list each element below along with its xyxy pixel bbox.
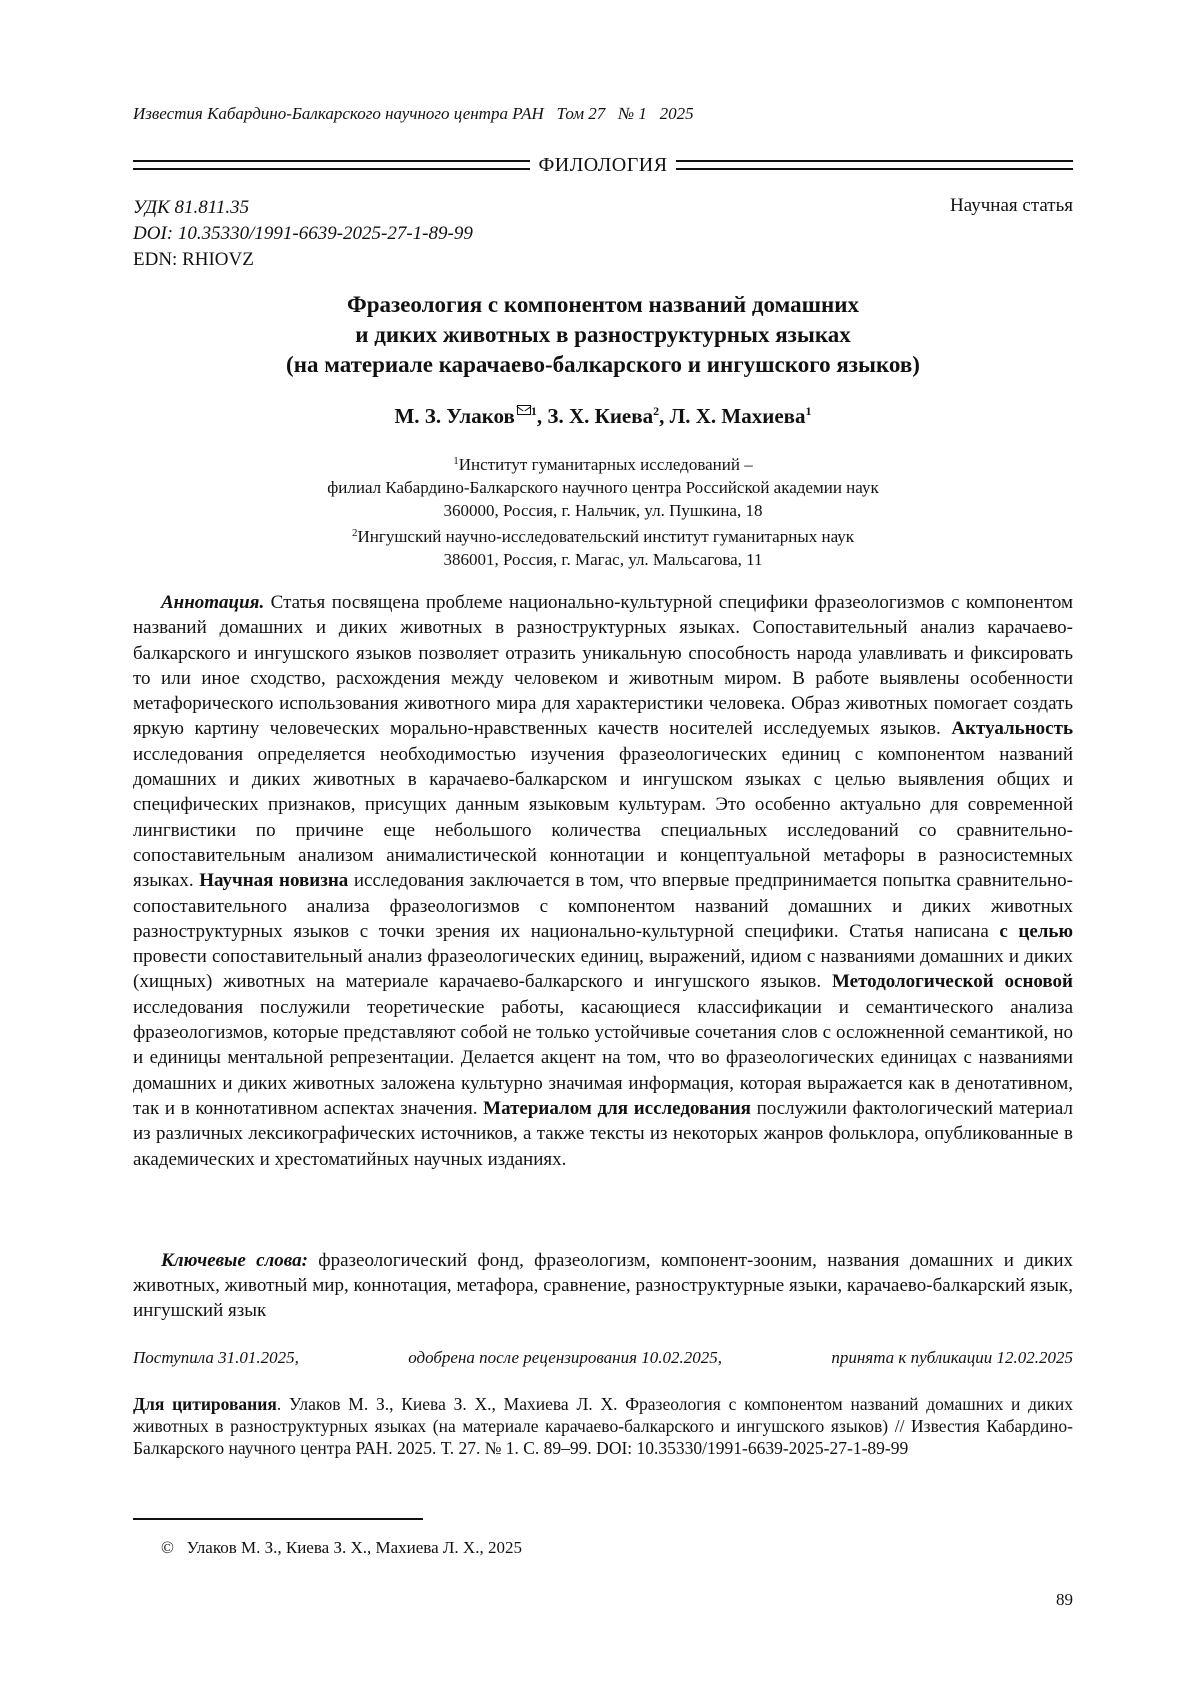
abstract-text: исследования заключается в том, что впервые предпринимается попытка сравнительно-сопоставительного анализа фразеологизмов с компонентом названий домашних и диких животных разноструктурных языков с точки зрения их национально-культурной специфики. Статья написана <box>133 870 1073 942</box>
article-dates <box>133 1348 1073 1368</box>
abstract-text: послужили фактологический материал из различных лексикографических источников, а также тексты из некоторых жанров фольклора, опубликованные в академических и хрестоматийных научных изданиях. <box>133 1098 1073 1170</box>
doi[interactable]: DOI: 10.35330/1991-6639-2025-27-1-89-99 <box>133 221 473 247</box>
citation-lead: Для цитирования <box>133 1394 277 1414</box>
article-type: Научная статья <box>950 195 1073 217</box>
affiliation-2-line-1 <box>133 522 1073 548</box>
page-number: 89 <box>1056 1590 1073 1610</box>
abstract-text: провести сопоставительный анализ фразеологических единиц, выражений, идиом с названиями домашних и диких (хищных) животных на материале карачаево-балкарского и ингушского языков. <box>133 946 1073 992</box>
abstract-bold-method: Методологической основой <box>832 971 1073 992</box>
section-bar <box>133 152 1073 178</box>
author-1: М. З. Улаков <box>394 404 514 428</box>
affiliation-1-line-2: филиал Кабардино-Балкарского научного центра Российской академии наук <box>133 476 1073 499</box>
section-rule-right <box>676 160 1073 170</box>
author-1-sup: 1 <box>531 404 537 418</box>
affiliation-1-name: Институт гуманитарных исследований – <box>459 455 753 474</box>
abstract-bold-goal: с целью <box>999 921 1073 942</box>
authors <box>133 404 1073 429</box>
section-rule-left <box>133 160 530 170</box>
title-line-1: Фразеология с компонентом названий домашних <box>133 290 1073 320</box>
abstract-bold-material: Материалом для исследования <box>483 1098 751 1119</box>
citation <box>133 1393 1073 1459</box>
title-line-3: (на материале карачаево-балкарского и ингушского языков) <box>133 350 1073 380</box>
affiliation-1-line-1 <box>133 450 1073 476</box>
section-label: ФИЛОЛОГИЯ <box>530 154 675 177</box>
affiliation-2-sup: 2 <box>352 527 358 539</box>
footnote-rule <box>133 1518 423 1520</box>
date-revised: одобрена после рецензирования 10.02.2025, <box>408 1348 722 1368</box>
article-meta <box>133 195 473 273</box>
author-sep: , <box>537 404 548 428</box>
affiliation-2-address: 386001, Россия, г. Магас, ул. Мальсагова, 11 <box>133 548 1073 571</box>
edn: EDN: RHIOVZ <box>133 247 473 273</box>
author-3: Л. Х. Махиева <box>670 404 806 428</box>
affiliations <box>133 450 1073 571</box>
citation-text: . Улаков М. З., Киева З. Х., Махиева Л. Х. Фразеология с компонентом названий домашних и диких животных в разноструктурных языках (на материале карачаево-балкарского и ингушского языков) // Известия Кабардино-Балкарского научного центра РАН. 2025. Т. 27. № 1. С. 89–99. DOI: 10.35330/1991-6639-2025-27-1-89-99 <box>133 1394 1073 1458</box>
keywords <box>133 1248 1073 1323</box>
abstract <box>133 590 1073 1172</box>
affiliation-2-name: Ингушский научно-исследовательский институт гуманитарных наук <box>357 527 854 546</box>
author-2-sup: 2 <box>653 404 659 418</box>
copyright: © Улаков М. З., Киева З. Х., Махиева Л. Х., 2025 <box>161 1538 522 1558</box>
journal-header: Известия Кабардино-Балкарского научного центра РАН Том 27 № 1 2025 <box>133 104 694 124</box>
keywords-text: фразеологический фонд, фразеологизм, компонент-зооним, названия домашних и диких животных, животный мир, коннотация, метафора, сравнение, разноструктурные языки, карачаево-балкарский язык, ингушский язык <box>133 1250 1073 1321</box>
abstract-lead: Аннотация. <box>161 592 264 613</box>
title-line-2: и диких животных в разноструктурных языках <box>133 320 1073 350</box>
abstract-text: исследования определяется необходимостью изучения фразеологических единиц с компонентом названий домашних и диких животных в карачаево-балкарском и ингушском языках с целью выявления общих и специфических признаков, присущих данным языковым культурам. Это особенно актуально для современной лингвистики по причине еще небольшого количества специальных исследований со сравнительно-сопоставительным анализом анималистической коннотации и концептуальной метафоры в разносистемных языках. <box>133 744 1073 891</box>
abstract-text: Статья посвящена проблеме национально-культурной специфики фразеологизмов с компонентом названий домашних и диких животных в разноструктурных языках. Сопоставительный анализ карачаево-балкарского и ингушского языков позволяет отразить уникальную способность народа улавливать и фиксировать то или иное сходство, расхождения между человеком и животным миром. В работе выявлены особенности метафорического использования животного мира для характеристики человека. Образ животных помогает создать яркую картину человеческих морально-нравственных качеств носителей исследуемых языков. <box>133 592 1073 739</box>
envelope-icon[interactable] <box>517 405 531 415</box>
abstract-bold-novelty: Научная новизна <box>199 870 348 891</box>
udk: УДК 81.811.35 <box>133 195 473 221</box>
keywords-lead: Ключевые слова: <box>161 1250 308 1271</box>
author-2: З. Х. Киева <box>547 404 653 428</box>
date-received: Поступила 31.01.2025, <box>133 1348 299 1368</box>
author-3-sup: 1 <box>806 404 812 418</box>
abstract-text: исследования послужили теоретические работы, касающиеся классификации и семантического анализа фразеологизмов, которые представляют собой не только устойчивые сочетания слов с осложненной семантикой, но и единицы ментальной репрезентации. Делается акцент на том, что во фразеологических единицах с названиями домашних и диких животных заложена культурно значимая информация, которая выражается как в денотативном, так и в коннотативном аспектах значения. <box>133 997 1073 1119</box>
abstract-bold-relevance: Актуальность <box>951 718 1073 739</box>
article-title <box>133 290 1073 380</box>
affiliation-1-address: 360000, Россия, г. Нальчик, ул. Пушкина, 18 <box>133 499 1073 522</box>
date-accepted: принята к публикации 12.02.2025 <box>831 1348 1073 1368</box>
affiliation-1-sup: 1 <box>453 455 459 467</box>
author-sep: , <box>659 404 670 428</box>
